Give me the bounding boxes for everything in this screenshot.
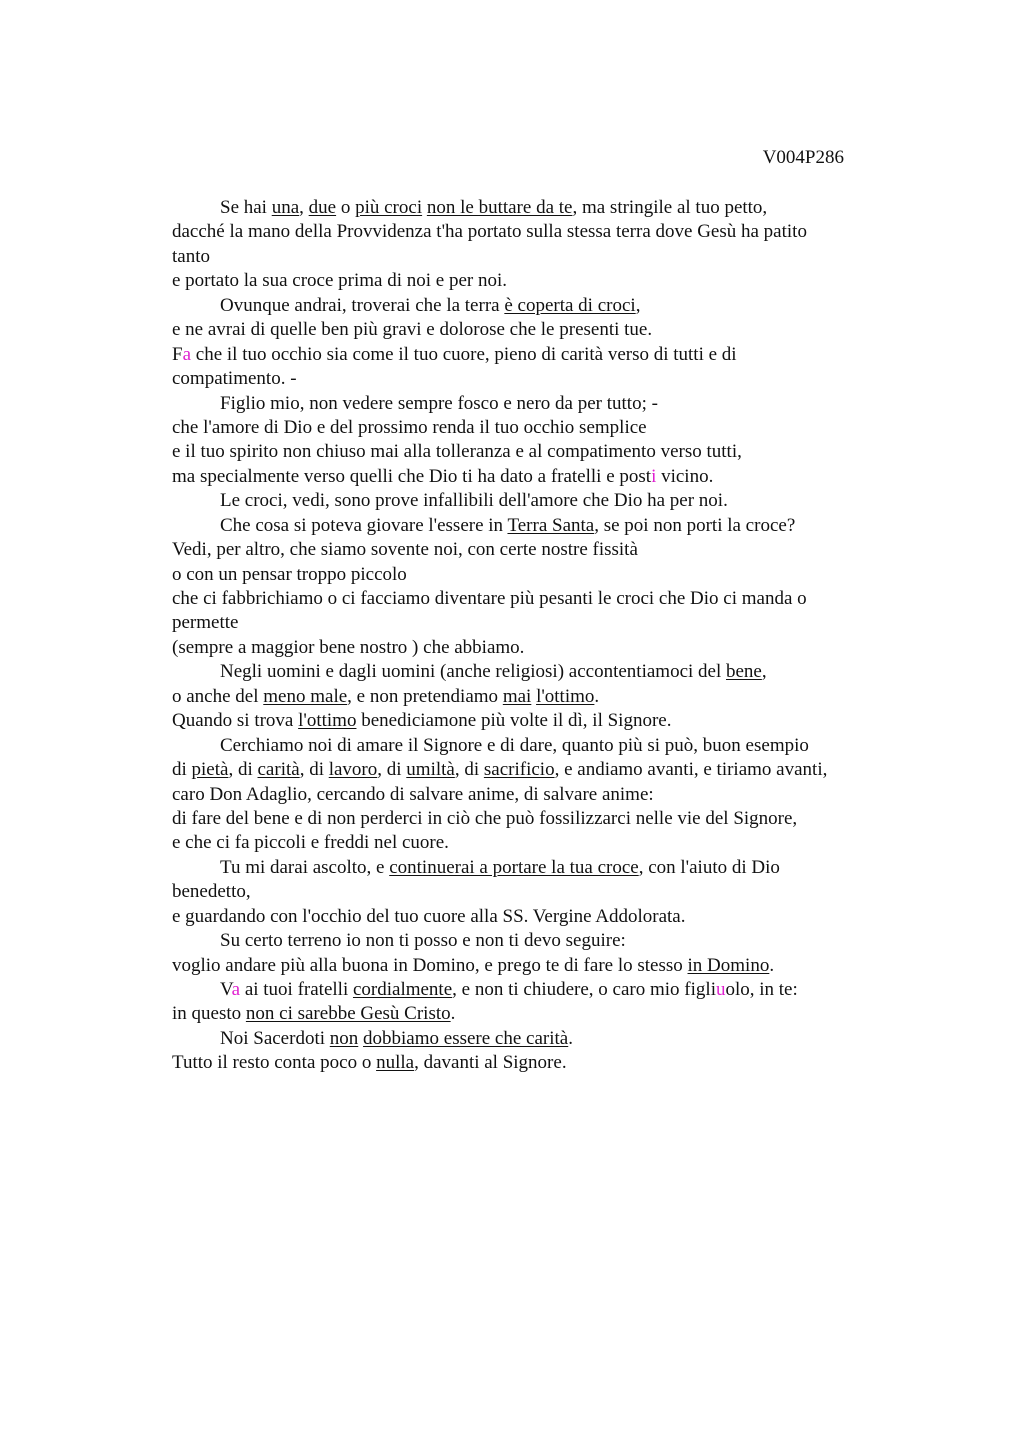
underlined-phrase: è coperta di croci bbox=[504, 294, 636, 316]
text-line bbox=[172, 245, 892, 269]
highlighted-letter: u bbox=[715, 979, 726, 1000]
text-segment: e ne avrai di quelle ben più gravi e dolorose che le presenti tue. bbox=[172, 319, 653, 341]
text-segment: , se poi non porti la croce? bbox=[594, 514, 796, 536]
underlined-phrase: mai bbox=[502, 685, 532, 707]
text-segment: . bbox=[594, 685, 600, 707]
text-line bbox=[172, 343, 892, 367]
text-segment: di bbox=[172, 759, 192, 781]
text-segment: Tu mi darai ascolto, e bbox=[220, 856, 390, 878]
text-segment: vicino. bbox=[656, 465, 714, 487]
text-segment: Negli uomini e dagli uomini (anche religiosi) accontentiamoci del bbox=[220, 661, 726, 683]
highlighted-letter: i bbox=[651, 465, 657, 487]
text-line bbox=[172, 538, 892, 562]
text-segment: Tutto il resto conta poco o bbox=[172, 1052, 377, 1074]
text-segment: ma specialmente verso quelli che Dio ti ha dato a fratelli e post bbox=[172, 465, 652, 487]
text-segment: dacché la mano della Provvidenza t'ha portato sulla stessa terra dove Gesù ha patito bbox=[172, 221, 807, 243]
underlined-phrase: nulla bbox=[376, 1052, 415, 1074]
text-segment: o bbox=[336, 197, 356, 218]
text-line bbox=[172, 954, 892, 978]
text-segment: , di bbox=[454, 759, 484, 781]
text-line bbox=[172, 636, 892, 660]
text-segment: , bbox=[761, 661, 767, 683]
text-segment: , davanti al Signore. bbox=[414, 1052, 567, 1074]
text-segment: Quando si trova bbox=[172, 710, 299, 732]
text-segment: Figlio mio, non vedere sempre fosco e nero da per tutto; - bbox=[220, 392, 658, 414]
text-segment: voglio andare più alla buona in Domino, e prego te di fare lo stesso bbox=[172, 954, 688, 976]
text-line bbox=[172, 709, 892, 733]
text-segment: F bbox=[172, 343, 183, 365]
text-line bbox=[172, 685, 892, 709]
underlined-phrase: meno male bbox=[263, 685, 348, 707]
text-line bbox=[172, 514, 892, 538]
text-line bbox=[172, 783, 892, 807]
text-line bbox=[172, 367, 892, 391]
text-line bbox=[172, 440, 892, 464]
underlined-phrase: in Domino bbox=[687, 954, 770, 976]
text-segment: che il tuo occhio sia come il tuo cuore, pieno di carità verso di tutti e di bbox=[191, 343, 737, 365]
text-segment: Noi Sacerdoti bbox=[220, 1027, 330, 1049]
text-segment: , con l'aiuto di Dio bbox=[638, 856, 780, 878]
text-segment: Se hai bbox=[220, 197, 272, 218]
text-line bbox=[172, 905, 892, 929]
text-segment: , ma stringile al tuo petto, bbox=[572, 197, 768, 218]
text-segment: permette bbox=[172, 612, 239, 634]
text-segment: , di bbox=[299, 759, 329, 781]
underlined-phrase: l'ottimo bbox=[536, 685, 595, 707]
text-segment: . bbox=[568, 1027, 573, 1049]
text-segment: caro Don Adaglio, cercando di salvare anime, di salvare anime: bbox=[172, 783, 654, 805]
text-segment: e il tuo spirito non chiuso mai alla tolleranza e al compatimento verso tutti, bbox=[172, 441, 742, 463]
text-line bbox=[172, 392, 892, 416]
text-line bbox=[172, 611, 892, 635]
text-segment: V bbox=[220, 979, 232, 1000]
text-segment: , di bbox=[377, 759, 407, 781]
text-line bbox=[172, 929, 892, 953]
text-line bbox=[172, 978, 892, 1002]
text-segment: . bbox=[769, 954, 775, 976]
text-line bbox=[172, 1002, 892, 1026]
text-line bbox=[172, 220, 892, 244]
text-segment: o con un pensar troppo piccolo bbox=[172, 563, 407, 585]
underlined-phrase: non ci sarebbe Gesù Cristo bbox=[245, 1003, 451, 1025]
text-segment: Che cosa si poteva giovare l'essere in bbox=[220, 514, 508, 536]
text-line bbox=[172, 880, 892, 904]
text-line bbox=[172, 831, 892, 855]
underlined-phrase: continuerai a portare la tua croce bbox=[389, 856, 639, 878]
page-code: V004P286 bbox=[762, 147, 844, 168]
underlined-phrase: cordialmente bbox=[352, 979, 453, 1000]
text-line bbox=[172, 465, 892, 489]
text-segment: o anche del bbox=[172, 685, 264, 707]
underlined-phrase: carità bbox=[257, 759, 300, 781]
text-segment: , di bbox=[228, 759, 258, 781]
text-line bbox=[172, 856, 892, 880]
text-line bbox=[172, 758, 892, 782]
underlined-phrase: non bbox=[329, 1027, 359, 1049]
text-segment: e che ci fa piccoli e freddi nel cuore. bbox=[172, 832, 449, 854]
text-segment: e guardando con l'occhio del tuo cuore alla SS. Vergine Addolorata. bbox=[172, 905, 686, 927]
text-segment: Su certo terreno io non ti posso e non ti devo seguire: bbox=[220, 930, 626, 952]
text-segment: e portato la sua croce prima di noi e per noi. bbox=[172, 270, 508, 292]
text-line bbox=[172, 489, 892, 513]
underlined-phrase: bene bbox=[726, 661, 762, 683]
text-line bbox=[172, 318, 892, 342]
text-segment: Ovunque andrai, troverai che la terra bbox=[220, 294, 505, 316]
text-line bbox=[172, 734, 892, 758]
underlined-phrase: pietà bbox=[191, 759, 229, 781]
text-segment: , e andiamo avanti, e tiriamo avanti, bbox=[554, 759, 828, 781]
text-line bbox=[172, 416, 892, 440]
text-segment: tanto bbox=[172, 245, 210, 267]
text-segment: , bbox=[635, 294, 641, 316]
text-segment: che ci fabbrichiamo o ci facciamo diventare più pesanti le croci che Dio ci manda o bbox=[172, 588, 807, 609]
text-line bbox=[172, 563, 892, 587]
text-line bbox=[172, 660, 892, 684]
text-segment: , bbox=[299, 197, 309, 218]
text-segment: (sempre a maggior bene nostro ) che abbiamo. bbox=[172, 636, 525, 658]
text-segment: Le croci, vedi, sono prove infallibili dell'amore che Dio ha per noi. bbox=[220, 490, 728, 512]
text-line bbox=[172, 807, 892, 831]
text-line bbox=[172, 196, 892, 220]
underlined-phrase: più croci bbox=[355, 197, 423, 218]
text-line bbox=[172, 294, 892, 318]
highlighted-letter: a bbox=[231, 979, 241, 1000]
text-segment: , e non pretendiamo bbox=[347, 685, 503, 707]
underlined-phrase: umiltà bbox=[406, 759, 455, 781]
text-line bbox=[172, 269, 892, 293]
text-line bbox=[172, 587, 892, 611]
text-segment: Cerchiamo noi di amare il Signore e di dare, quanto più si può, buon esempio bbox=[220, 734, 809, 756]
text-segment: benediciamone più volte il dì, il Signore. bbox=[356, 710, 672, 732]
underlined-phrase: l'ottimo bbox=[298, 710, 357, 732]
text-segment: in questo bbox=[172, 1003, 246, 1025]
underlined-phrase: sacrificio bbox=[483, 759, 555, 781]
text-segment: , e non ti chiudere, o caro mio figli bbox=[452, 979, 716, 1000]
text-segment: compatimento. - bbox=[172, 368, 297, 390]
text-segment: di fare del bene e di non perderci in ciò che può fossilizzarci nelle vie del Signore, bbox=[172, 807, 798, 829]
text-line bbox=[172, 1051, 892, 1075]
underlined-phrase: lavoro bbox=[328, 759, 378, 781]
highlighted-letter: a bbox=[182, 343, 192, 365]
text-segment: che l'amore di Dio e del prossimo renda il tuo occhio semplice bbox=[172, 416, 647, 438]
text-segment: benedetto, bbox=[172, 881, 251, 903]
underlined-phrase: una bbox=[271, 197, 300, 218]
underlined-phrase: dobbiamo essere che carità bbox=[363, 1027, 569, 1049]
text-line bbox=[172, 1027, 892, 1051]
text-segment: ai tuoi fratelli bbox=[240, 979, 353, 1000]
text-segment: olo, in te: bbox=[725, 979, 798, 1000]
letter-body bbox=[172, 196, 892, 1076]
underlined-phrase: due bbox=[308, 197, 337, 218]
text-segment: Vedi, per altro, che siamo sovente noi, con certe nostre fissità bbox=[172, 539, 638, 561]
underlined-phrase: non le buttare da te bbox=[426, 197, 573, 218]
underlined-phrase: Terra Santa bbox=[507, 514, 595, 536]
text-segment: . bbox=[450, 1003, 456, 1025]
